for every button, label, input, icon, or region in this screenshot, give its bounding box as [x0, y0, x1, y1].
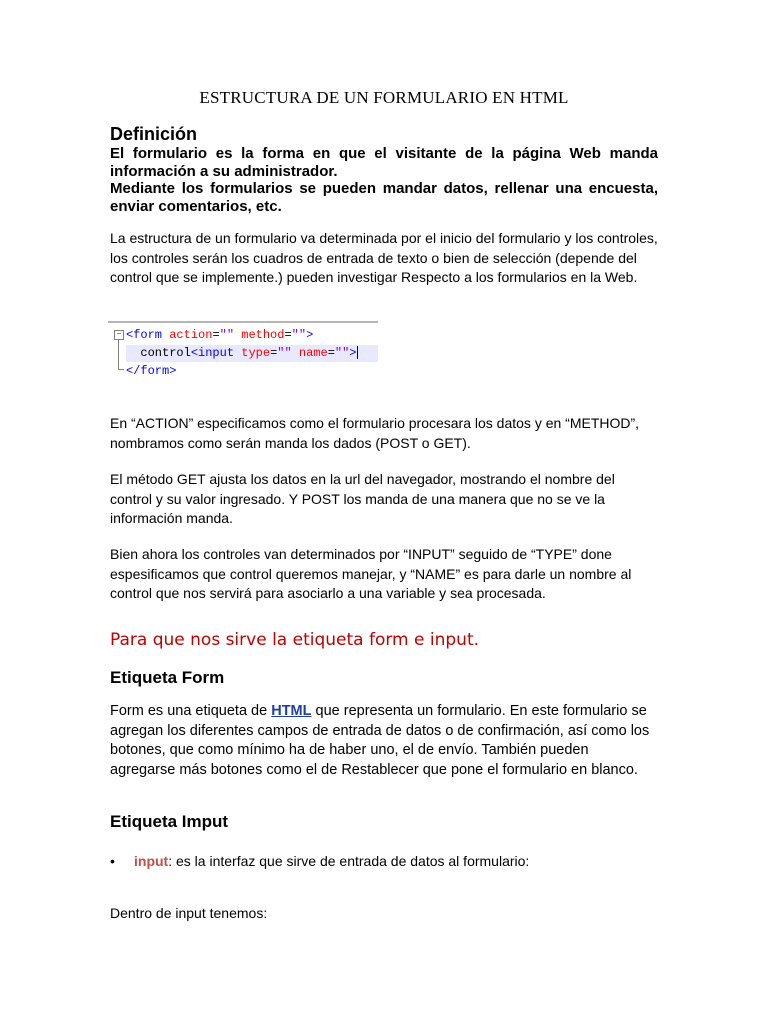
get-post-paragraph: El método GET ajusta los datos en la url del navegador, mostrando el nombre del control y su valor ingresado. Y POST los manda de una manera que no se ve la información manda.	[110, 471, 615, 526]
definicion-heading: Definición	[110, 124, 198, 144]
code-line-2: control<input type="" name="">	[126, 345, 378, 362]
definition-paragraph-1: El formulario es la forma en que el visitante de la página Web manda información a su administrador.	[110, 145, 658, 180]
collapse-toggle-icon[interactable]: −	[114, 330, 124, 340]
action-paragraph: En “ACTION” especificamos como el formulario procesara los datos y en “METHOD”, nombramos como serán manda los dados (POST o GET).	[110, 415, 640, 451]
code-line-3: </form>	[126, 364, 177, 378]
code-line-1: <form action="" method="">	[126, 328, 314, 342]
form-input-question-heading: Para que nos sirve la etiqueta form e input.	[110, 630, 480, 650]
fold-line	[118, 340, 119, 370]
etiqueta-form-heading: Etiqueta Form	[110, 668, 225, 687]
page-title: ESTRUCTURA DE UN FORMULARIO EN HTML	[199, 88, 569, 107]
code-snippet	[108, 321, 378, 389]
input-controls-paragraph: Bien ahora los controles van determinados por “INPUT” seguido de “TYPE” done espesificamos que control queremos manejar, y “NAME” es para darle un nombre al control que nos servirá para asociarlo a una variable y sea procesada.	[110, 546, 632, 601]
form-paragraph: Form es una etiqueta de HTML que representa un formulario. En este formulario se agregan los diferentes campos de entrada de datos o de confirmación, así como los botones, que como mínimo ha de haber uno, el de envío. También pueden agregarse más botones como el de Restablecer que pone el formulario en blanco.	[110, 703, 650, 778]
etiqueta-imput-heading: Etiqueta Imput	[110, 812, 229, 831]
bullet-icon: •	[110, 853, 115, 869]
html-link[interactable]: HTML	[271, 703, 312, 719]
input-term: input	[134, 853, 169, 869]
estructura-paragraph: La estructura de un formulario va determinada por el inicio del formulario y los controles, los controles serán los cuadros de entrada de texto o bien de selección (depende del control que se implemente.) pueden investigar Respecto a los formularios en la Web.	[110, 230, 658, 285]
definition-paragraph-2: Mediante los formularios se pueden mandar datos, rellenar una encuesta, enviar comentarios, etc.	[110, 180, 658, 215]
fold-end	[118, 369, 124, 370]
input-description: : es la interfaz que sirve de entrada de datos al formulario:	[168, 853, 530, 869]
dentro-paragraph: Dentro de input tenemos:	[110, 905, 268, 921]
text-caret	[357, 346, 358, 359]
